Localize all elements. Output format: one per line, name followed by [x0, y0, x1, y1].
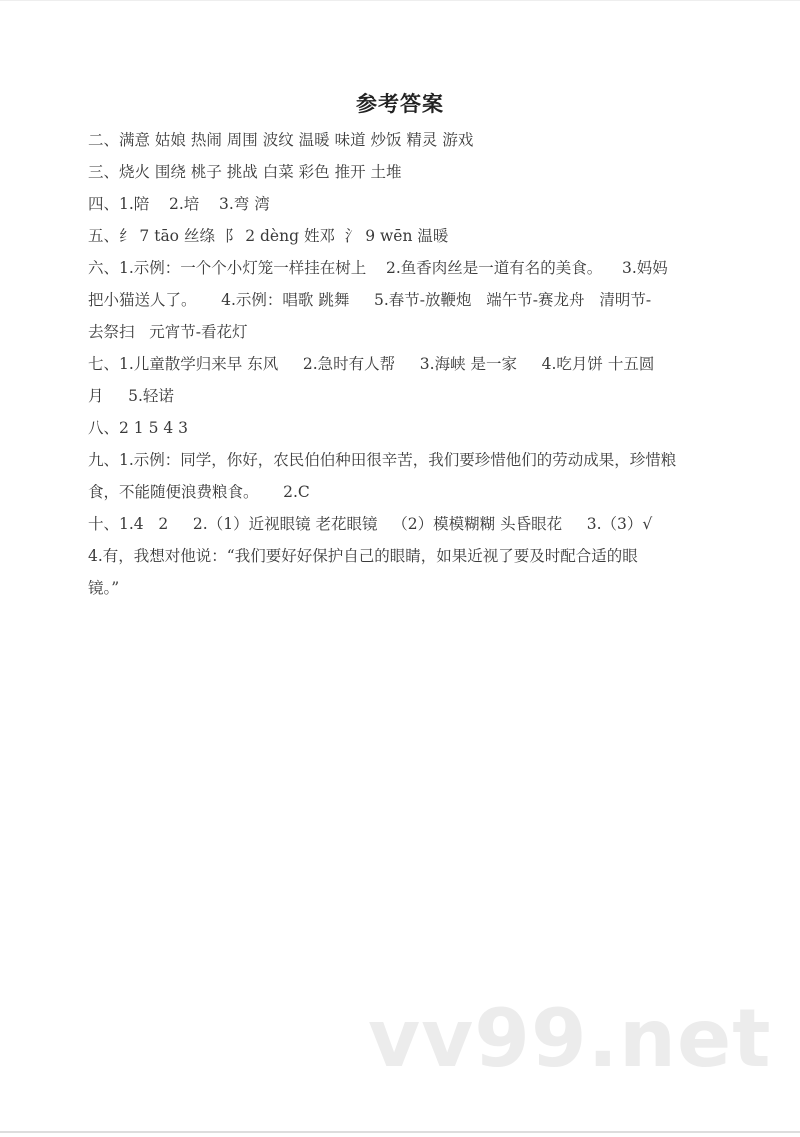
page-top-edge [0, 0, 800, 1]
answer-line: 去祭扫 元宵节-看花灯 [88, 323, 248, 341]
answer-line: 五、纟 7 tāo 丝绦 阝 2 dèng 姓邓 氵 9 wēn 温暖 [88, 227, 449, 245]
answer-line: 二、满意 姑娘 热闹 周围 波纹 温暖 味道 炒饭 精灵 游戏 [88, 131, 474, 149]
answer-line: 九、1.示例：同学，你好，农民伯伯种田很辛苦，我们要珍惜他们的劳动成果，珍惜粮 [88, 451, 677, 469]
answer-line: 八、2 1 5 4 3 [88, 419, 189, 437]
answer-line: 三、烧火 围绕 桃子 挑战 白菜 彩色 推开 土堆 [88, 163, 402, 181]
answer-line: 4.有，我想对他说：“我们要好好保护自己的眼睛，如果近视了要及时配合适的眼 [88, 547, 638, 565]
answer-line: 七、1.儿童散学归来早 东风 2.急时有人帮 3.海峡 是一家 4.吃月饼 十五圆 [88, 355, 655, 373]
answer-line: 食，不能随便浪费粮食。 2.C [88, 483, 310, 501]
answer-line: 十、1.4 2 2.（1）近视眼镜 老花眼镜 （2）模模糊糊 头昏眼花 3.（3）√ [88, 515, 653, 533]
answer-text [88, 128, 718, 608]
page-title: 参考答案 [356, 92, 444, 116]
watermark: vv99.net [368, 992, 772, 1085]
answer-line: 六、1.示例：一个个小灯笼一样挂在树上 2.鱼香肉丝是一道有名的美食。 3.妈妈 [88, 259, 668, 277]
answer-line: 把小猫送人了。 4.示例：唱歌 跳舞 5.春节-放鞭炮 端午节-赛龙舟 清明节- [88, 291, 652, 309]
answer-line: 镜。” [88, 579, 120, 597]
answer-line: 月 5.轻诺 [88, 387, 174, 405]
answer-line: 四、1.陪 2.培 3.弯 湾 [88, 195, 270, 213]
page-bottom-edge [0, 1131, 800, 1133]
